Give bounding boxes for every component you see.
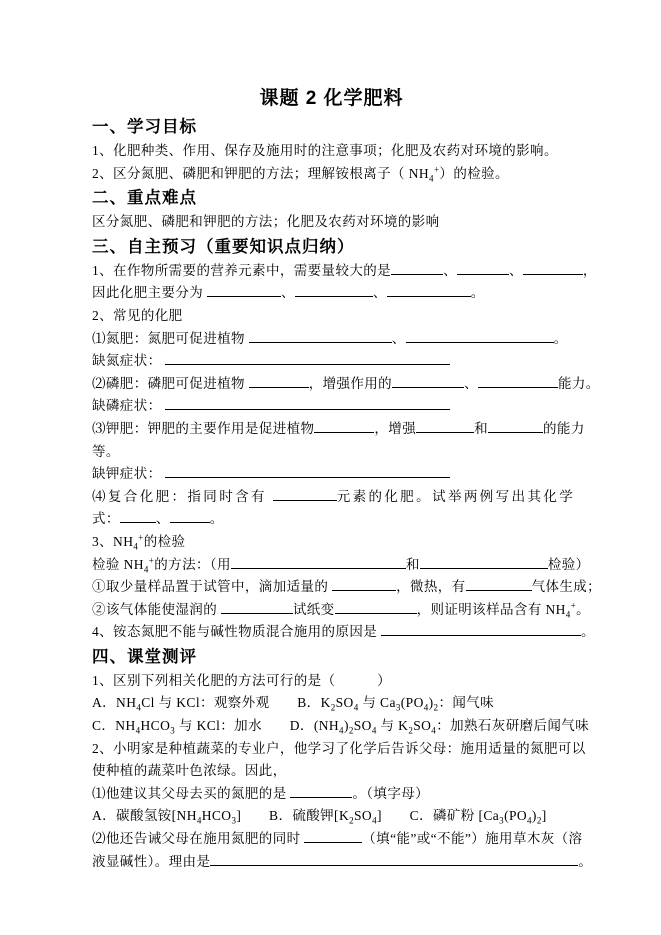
text-segment: （填“能”或“不能”）施用草木灰（溶 [362,831,583,847]
text-segment: 2、常见的化肥 [92,307,183,323]
fill-in-blank [457,260,509,275]
chemical-subscript: 3 [231,816,237,827]
fill-in-blank [120,508,156,523]
text-segment: 的方法：（用 [154,556,231,572]
fill-in-blank [391,260,443,275]
text-segment: ) [531,808,537,824]
fill-in-blank [207,282,281,297]
text-segment: ，则证明该样品含有 NH [416,601,566,617]
text-segment: 和 [405,556,420,572]
preview-q1-line2 [92,282,605,305]
fill-in-blank [335,599,417,614]
chemical-subscript: 4 [133,541,139,552]
text-segment: 和 [474,420,489,436]
text-segment: 检验 NH [92,556,144,572]
text-segment: 。 [578,853,593,869]
compound-fertilizer-line2 [92,508,605,531]
text-segment: ⑵他还告诫父母在施用氮肥的同时 [92,831,305,847]
document-body [92,114,605,873]
text-segment: 2、小明家是种植蔬菜的专业户，他学习了化学后告诉父母：施用适量的氮肥可以 [92,740,586,756]
text-segment: 因此化肥主要分为 [92,285,207,301]
chemical-subscript: 4 [135,725,141,736]
potash-fertilizer-line2 [92,441,605,464]
text-segment: 与 Ca [358,695,396,711]
text-segment: 、 [372,285,387,301]
test-q1-options-cd [92,715,605,738]
fill-in-blank [314,418,374,433]
chemical-subscript: 4 [372,816,377,827]
text-segment: 与 K [376,718,409,734]
potash-fertilizer-line [92,418,605,441]
fill-in-blank [304,828,362,843]
text-segment: 四、课堂测评 [92,647,197,666]
chemical-subscript: 4 [429,173,434,184]
test-q2-part2-line2 [92,851,605,874]
text-segment: 缺氮症状： [92,353,166,369]
text-segment: 三、自主预习（重要知识点归纳） [92,237,355,256]
text-segment: 、 [464,375,478,391]
chemical-subscript: 3 [170,725,176,736]
text-segment: 使种植的蔬菜叶色浓绿。因此， [92,763,287,779]
text-segment: 。（填字母） [352,785,430,801]
fill-in-blank [420,554,548,569]
text-segment: ) [428,695,434,711]
text-segment: A．碳酸氢铵[NH [92,808,197,824]
text-segment: 液显碱性）。理由是 [92,853,211,869]
fill-in-blank [478,373,558,388]
chemical-subscript: 4 [143,564,149,575]
text-segment: 1、区别下列相关化肥的方法可行的是（ ） [92,672,392,688]
chemical-superscript: + [433,164,440,175]
text-segment: C．NH [92,718,136,734]
fill-in-blank [221,599,293,614]
text-segment: ， [582,262,597,278]
chemical-superscript: + [148,555,155,565]
text-segment: ] [541,808,547,824]
text-segment: 4、铵态氮肥不能与碱性物质混合施用的原因是 [92,624,381,640]
preview-q1-line1 [92,260,605,283]
text-segment: Cl 与 KCl：观察外观 B．K [141,695,331,711]
text-segment: ⑴氮肥：氮肥可促进植物 [92,330,249,346]
nitrogen-deficiency-line [92,350,605,373]
heading-learning-goals [92,114,605,140]
text-segment: 3、NH [92,533,134,549]
preview-q4 [92,621,605,644]
text-segment: (PO [400,695,424,711]
text-segment: 气体生成； [531,579,602,595]
text-segment: 1、在作物所需要的营养元素中，需要量较大的是 [92,262,392,278]
heading-self-preview [92,234,605,260]
text-segment: 能力。 [558,375,600,391]
text-segment: 试纸变 [292,601,335,617]
nh4-test-step1 [92,576,605,599]
test-q2-part1-options [92,805,605,828]
heading-key-points [92,185,605,211]
doc-title: 课题 2 化学肥料 [259,88,404,109]
chemical-subscript: 4 [196,816,202,827]
test-q1 [92,670,605,693]
chemical-subscript: 2 [348,725,354,736]
text-segment: 2、区分氮肥、磷肥和钾肥的方法；理解铵根离子（ NH [92,165,430,181]
fill-in-blank [165,350,450,365]
chemical-subscript: 2 [349,816,355,827]
text-segment: HCO [201,808,232,824]
text-segment: ：加熟石灰研磨后闻气味 [436,718,590,734]
text-segment: 二、重点难点 [92,189,197,208]
chemical-subscript: 4 [527,816,532,827]
goal-1 [92,140,605,163]
text-segment: 的检验 [143,533,186,549]
text-segment: 与 KCl：加水 D．(NH [175,718,340,734]
test-q2-part2-line1 [92,828,605,851]
nh4-test-head [92,531,605,554]
heading-class-test [92,644,605,670]
chemical-subscript: 2 [330,703,336,714]
key-points-text [92,211,605,234]
test-q2-line2 [92,760,605,783]
chemical-subscript: 4 [423,703,429,714]
text-segment: 、 [280,285,295,301]
fill-in-blank [392,373,464,388]
text-segment: 、 [508,262,523,278]
test-q2-line1 [92,738,605,761]
fill-in-blank [523,260,583,275]
fill-in-blank [488,418,543,433]
fill-in-blank [332,576,396,591]
text-segment: 、 [155,511,170,527]
chemical-subscript: 2 [536,816,542,827]
text-segment: ⑵磷肥：磷肥可促进植物 [92,375,249,391]
text-segment: 。 [470,285,485,301]
text-segment: 区分氮肥、磷肥和钾肥的方法；化肥及农药对环境的影响 [92,214,440,230]
fill-in-blank [165,463,450,478]
chemical-subscript: 3 [395,703,401,714]
text-segment: 一、学习目标 [92,118,197,136]
potash-deficiency-line [92,463,605,486]
chemical-subscript: 4 [353,703,359,714]
text-segment: ）的检验。 [439,165,509,181]
fill-in-blank [170,508,210,523]
text-segment: 缺钾症状： [92,466,166,482]
text-segment: ，增强 [374,420,417,436]
chemical-superscript: + [570,600,577,611]
chemical-subscript: 4 [431,725,437,736]
text-segment: A．NH [92,695,137,711]
test-q2-part1 [92,783,605,806]
text-segment: 元素的化肥。试举两例写出其化学 [336,488,576,504]
fill-in-blank [466,576,532,591]
text-segment: 、 [443,262,457,278]
chemical-subscript: 4 [136,703,142,714]
test-q1-options-ab [92,692,605,715]
goal-2 [92,163,605,186]
text-segment: HCO [140,718,171,734]
text-segment: 。 [580,624,595,640]
chemical-subscript: 4 [339,725,344,736]
fill-in-blank [290,783,352,798]
text-segment: ] C．磷矿粉 [Ca [376,808,500,824]
chemical-superscript: + [138,532,144,543]
text-segment: SO [335,695,354,711]
chemical-subscript: 2 [433,703,439,714]
text-segment: ⑴他建议其父母去买的氮肥的是 [92,785,291,801]
text-segment: ，微热，有 [396,579,466,595]
chemical-subscript: 4 [371,725,377,736]
text-segment: 。 [553,330,568,346]
text-segment: 的能力 [543,420,585,436]
text-segment: SO [353,718,372,734]
text-segment: ⑷复合化肥：指同时含有 [92,488,273,504]
compound-fertilizer-line [92,486,605,509]
fill-in-blank [381,621,581,636]
phosphate-deficiency-line [92,395,605,418]
text-segment: 。 [209,511,224,527]
fill-in-blank [387,282,471,297]
text-segment: 式： [92,511,120,527]
fill-in-blank [231,554,406,569]
fill-in-blank [416,418,474,433]
fill-in-blank [165,395,450,410]
text-segment: ] B．硫酸钾[K [236,808,350,824]
fill-in-blank [249,373,309,388]
fill-in-blank [210,851,578,866]
text-segment: ①取少量样品置于试管中，滴加适量的 [92,579,333,595]
fill-in-blank [273,486,337,501]
fill-in-blank [249,328,392,343]
nh4-test-step2 [92,599,605,622]
chemical-subscript: 4 [565,609,571,620]
phosphate-fertilizer-line [92,373,605,396]
fill-in-blank [295,282,373,297]
text-segment: 等。 [92,443,120,459]
text-segment: ：闻气味 [438,695,495,711]
text-segment: 检验） [547,556,590,572]
chemical-subscript: 2 [408,725,414,736]
text-segment: ②该气体能使湿润的 [92,601,221,617]
text-segment: ) [343,718,349,734]
text-segment: SO [413,718,432,734]
text-segment: ⑶钾肥：钾肥的主要作用是促进植物 [92,420,315,436]
text-segment: ，增强作用的 [308,375,393,391]
fill-in-blank [406,328,554,343]
text-segment: 。 [576,601,591,617]
nh4-test-method [92,554,605,577]
text-segment: 、 [391,330,406,346]
text-segment: SO [354,808,373,824]
text-segment: 1、化肥种类、作用、保存及施用时的注意事项；化肥及农药对环境的影响。 [92,143,558,158]
nitrogen-fertilizer-line [92,328,605,351]
chemical-subscript: 3 [499,816,505,827]
text-segment: (PO [504,808,528,824]
preview-q2-head [92,305,605,328]
text-segment: 缺磷症状： [92,398,166,414]
